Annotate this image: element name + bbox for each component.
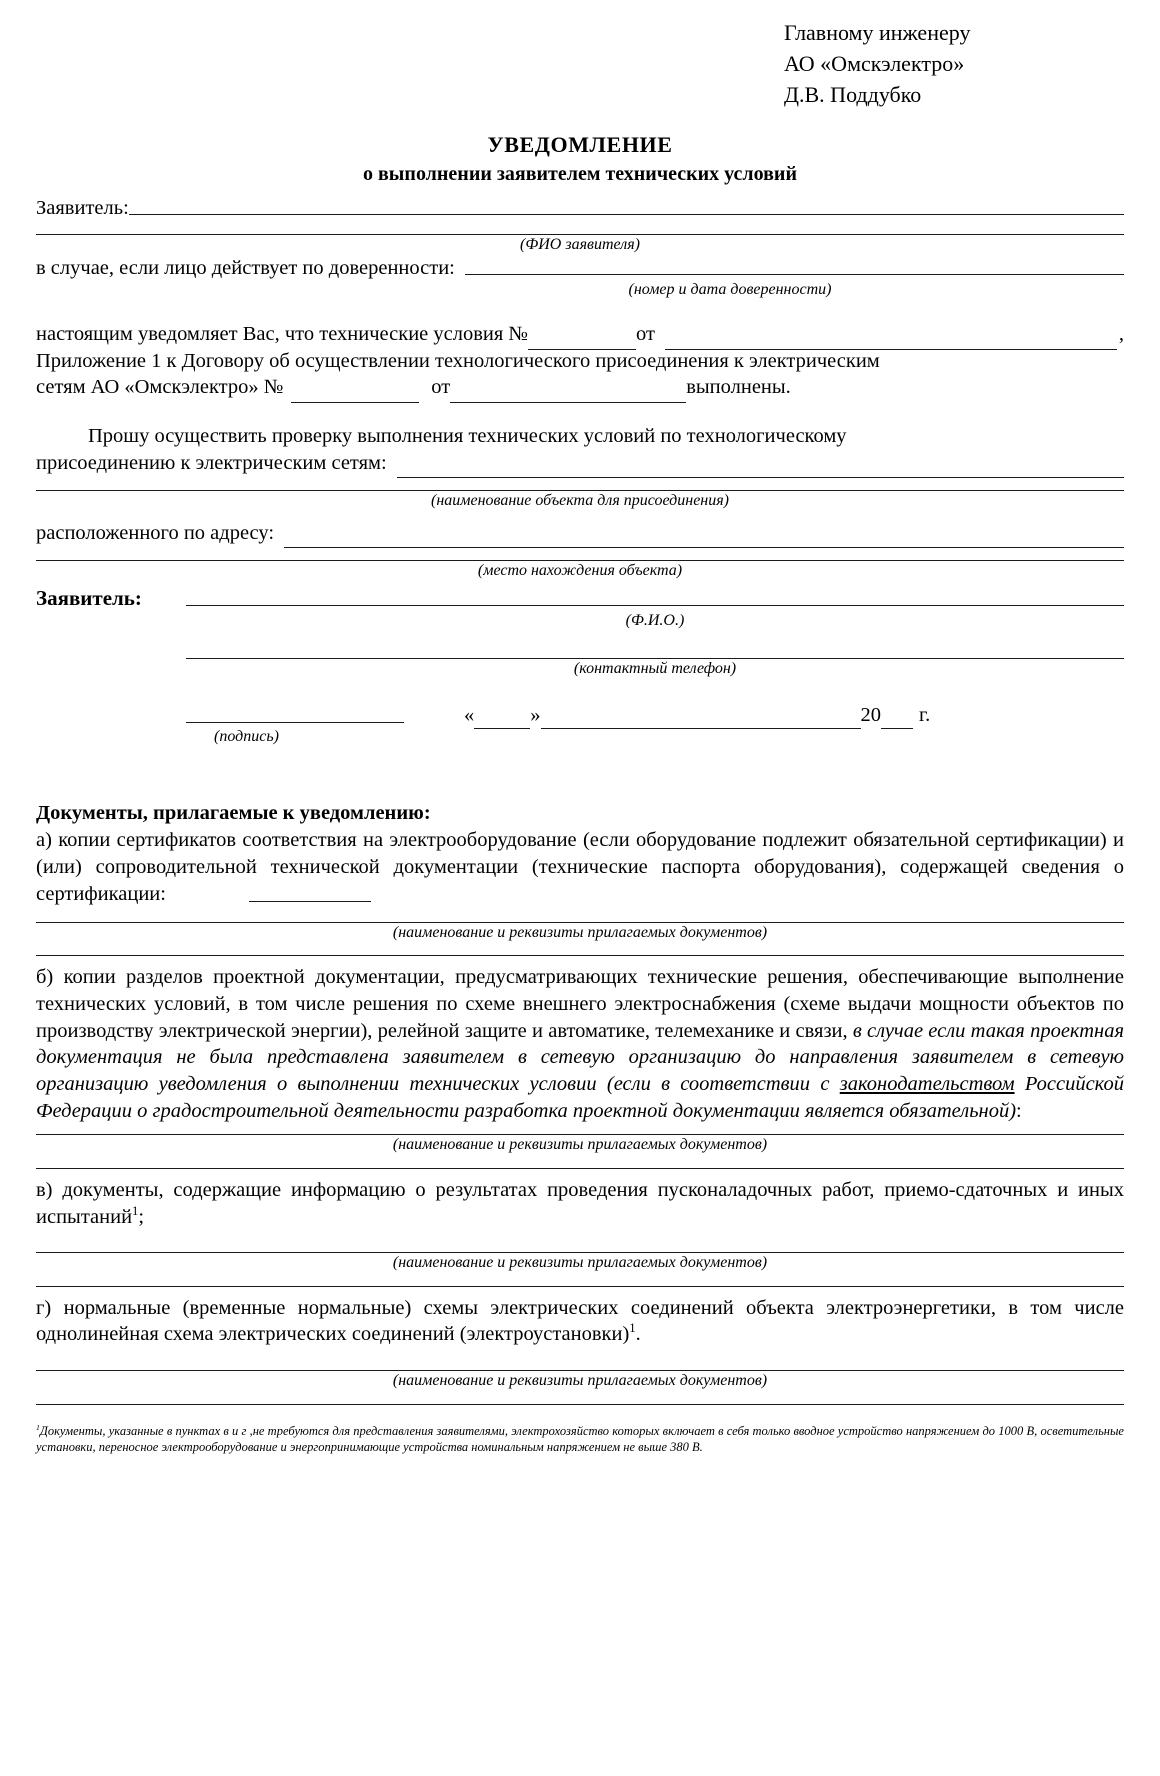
date-row [36,704,1124,727]
signature-applicant-label: Заявитель: [36,586,142,610]
notice-line-1-suffix: , [1118,322,1124,345]
document-item-a-input[interactable] [249,880,371,902]
document-item-g-end: . [635,1323,641,1346]
document-item-a [36,827,1124,908]
footnote-text: Документы, указанные в пунктах в и г ,не требуются для представления заявителями, электрохозяйство которых включает в себя только вводное устройство напряжением до 1000 В, осветительные установки, переносное электрооборудование и энергопринимающие устройства номинальным напряжением не выше 380 В. [36,1423,1124,1455]
signature-applicant-row [36,586,1124,611]
address-input-line2[interactable] [36,560,1124,561]
document-item-v [36,1177,1124,1230]
notice-line-3-mid: от [431,376,451,399]
proxy-row [36,257,1124,280]
footnote-marker: 1 [36,1422,40,1432]
signature-fio-caption: (Ф.И.О.) [625,612,685,629]
page-title: УВЕДОМЛЕНИЕ [487,132,673,158]
document-item-b-caption: (наименование и реквизиты прилагаемых документов) [392,1136,768,1154]
notice-line-3 [36,374,1124,401]
contract-date-input[interactable] [450,381,686,403]
document-item-v-footnote-marker: 1 [132,1203,139,1218]
document-item-v-text: в) документы, содержащие информацию о результатах проведения пусконаладочных работ, приемо-сдаточных и иных испытаний [36,1178,1124,1228]
object-name-caption: (наименование объекта для присоединения) [430,492,729,510]
document-item-b-end: : [1016,1099,1022,1122]
applicant-label: Заявитель: [36,196,129,219]
document-item-a-input-line3[interactable] [36,955,1124,956]
signature-block [36,586,1124,746]
date-quote-open: « [464,704,475,726]
proxy-caption: (номер и дата доверенности) [628,281,832,299]
notice-line-3-prefix: сетям АО «Омскэлектро» № [36,376,284,399]
document-item-v-input-line1[interactable] [36,1252,1124,1253]
tu-date-input[interactable] [665,328,1117,350]
date-year-prefix: 20 [860,704,881,726]
proxy-label: в случае, если лицо действует по доверенности: [36,257,455,280]
request-line-2 [36,450,1124,477]
document-item-a-text: а) копии сертификатов соответствия на электрооборудование (если оборудование подлежит обязательной сертификации) и (или) сопроводительной технической документации (технические паспорта оборудования), содержащей сведения о сертификации: [36,829,1124,906]
applicant-name-row [36,197,1124,220]
title-block [36,132,1124,186]
date-year-suffix: г. [919,704,931,726]
document-item-a-input-line2[interactable] [36,922,1124,923]
document-item-b-input-line2[interactable] [36,1168,1124,1169]
document-item-b-input-line1[interactable] [36,1134,1124,1135]
address-caption: (место нахождения объекта) [477,562,683,580]
notice-line-2: Приложение 1 к Договору об осуществлении технологического присоединения к электрическим [36,349,880,372]
footnote [36,1423,1124,1456]
notice-paragraph [36,321,1124,401]
request-paragraph [36,423,1124,476]
date-year-input[interactable] [881,707,913,729]
contract-number-input[interactable] [291,381,419,403]
applicant-name-input[interactable] [129,214,1124,215]
notice-line-1-mid: от [635,322,655,345]
addressee-block [784,18,1124,110]
address-row [36,520,1124,547]
proxy-input[interactable] [465,274,1124,275]
document-item-b-text-1: б) копии разделов проектной документации, предусматривающих технические решения, обеспечивающие выполнение технических условий, в том числе решения по схеме внешнего электроснабжения (схеме выдачи мощности объектов по производству электрической энергии), релейной защите и автоматике, телемеханике и связи, [36,966,1124,1042]
object-name-input[interactable] [397,456,1124,478]
request-line-1: Прошу осуществить проверку выполнения технических условий по технологическому [88,424,847,447]
document-item-b-italic-1: в случае если такая проектная документация не была представлена заявителем в сетевую организацию до направления заявителем в сетевую организацию уведомления о выполнении технических условии (если в соответствии с [36,1019,1124,1095]
document-item-a-caption: (наименование и реквизиты прилагаемых документов) [392,923,768,941]
applicant-name-caption: (ФИО заявителя) [520,235,640,253]
document-item-b-italic-2: Российской Федерации о градостроительной деятельности разработка проектной документации является обязательной) [36,1072,1124,1122]
addressee-line-3: Д.В. Поддубко [784,81,922,107]
addressee-line-2: АО «Омскэлектро» [784,50,965,76]
signature-fio-input[interactable] [186,605,1124,606]
document-item-v-caption: (наименование и реквизиты прилагаемых документов) [392,1254,768,1272]
page-subtitle: о выполнении заявителем технических условий [363,162,797,185]
signature-stroke-input[interactable] [186,722,404,723]
applicant-name-input-line2[interactable] [36,234,1124,235]
address-input[interactable] [284,527,1124,549]
signature-phone-input[interactable] [186,658,1124,659]
document-item-g-input-line2[interactable] [36,1404,1124,1405]
document-item-b [36,964,1124,1124]
document-item-g-footnote-marker: 1 [629,1321,636,1336]
addressee-line-1: Главному инженеру [784,20,971,45]
date-day-input[interactable] [474,707,530,729]
document-item-g-text: г) нормальные (временные нормальные) схемы электрических соединений объекта электроэнергетики, в том числе однолинейная схема электрических соединений (электроустановки) [36,1296,1124,1346]
document-item-g [36,1295,1124,1348]
document-item-g-input-line1[interactable] [36,1370,1124,1371]
notice-line-1 [36,321,1124,348]
documents-heading: Документы, прилагаемые к уведомлению: [36,802,431,824]
signature-phone-caption: (контактный телефон) [573,660,737,677]
notice-line-3-suffix: выполнены. [686,376,791,399]
notice-line-1-prefix: настоящим уведомляет Вас, что технические условия № [36,322,528,345]
document-item-v-end: ; [138,1205,145,1228]
document-item-b-underlined-term: законодательством [839,1072,1015,1095]
request-line-2-label: присоединению к электрическим сетям: [36,451,387,474]
document-item-g-caption: (наименование и реквизиты прилагаемых документов) [392,1372,768,1390]
date-month-input[interactable] [541,707,861,729]
date-quote-close: » [530,704,541,726]
address-label: расположенного по адресу: [36,521,275,544]
document-item-v-input-line2[interactable] [36,1286,1124,1287]
signature-stroke-caption: (подпись) [214,728,279,745]
object-name-input-line2[interactable] [36,490,1124,491]
tu-number-input[interactable] [528,328,636,350]
